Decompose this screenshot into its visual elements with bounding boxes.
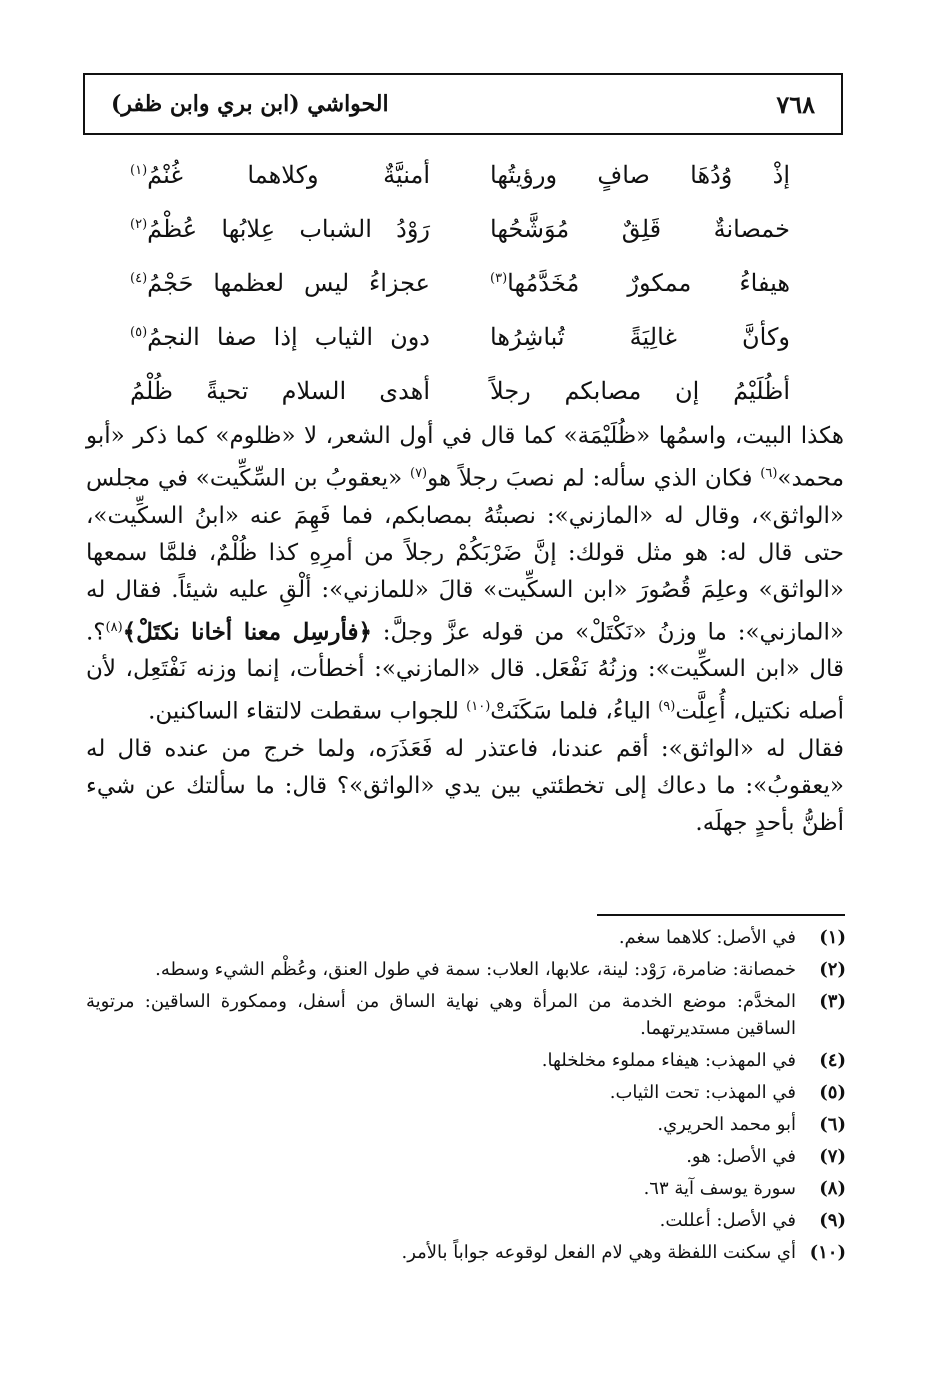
footnote-ref: (٤) — [130, 271, 148, 286]
footnote-number: (٧) — [819, 1146, 846, 1167]
running-title: الحواشي (ابن بري وابن ظفر) — [111, 91, 389, 117]
commentary-text — [86, 418, 844, 842]
footnote-number: (٩) — [819, 1210, 846, 1231]
quran-quote: ﴿فأرسِل معنا أخانا نكتَلْ﴾ — [122, 618, 372, 646]
footnote-number: (٥) — [819, 1082, 846, 1103]
footnote-text: في الأصل: أعللت. — [659, 1210, 796, 1231]
footnote-text: سورة يوسف آية ٦٣. — [643, 1178, 796, 1199]
footnote-number: (٤) — [819, 1050, 846, 1071]
footnote-number: (٣) — [819, 991, 846, 1012]
footnote-text: في الأصل: كلاهما سغم. — [618, 927, 796, 948]
poem-block — [130, 148, 790, 418]
footnote-ref: (٩) — [658, 699, 676, 715]
footnotes — [86, 924, 846, 1271]
verse-first-hemistich: أظُلَيْمُ إن مصابكم رجلاً — [490, 377, 790, 405]
poem-verse — [130, 148, 790, 202]
footnote-number: (٨) — [819, 1178, 846, 1199]
footnote-ref: (٨) — [105, 619, 123, 635]
footnote — [86, 1047, 846, 1074]
footnote — [86, 924, 846, 951]
verse-first-hemistich: وكأنَّ غالِيَةً تُباشِرُها — [490, 323, 790, 351]
footnote-ref: (٣) — [490, 271, 508, 286]
verse-second-hemistich: أمنيَّةٌ وكلاهما غُنْمُ$^{(١)}$ — [130, 161, 430, 189]
footnote-text: في المهذب: هيفاء مملوء مخلخلها. — [541, 1050, 796, 1071]
footnote-number: (٦) — [819, 1114, 846, 1135]
poem-verse — [130, 364, 790, 418]
paragraph: هكذا البيت، واسمُها «ظُلَيْمَة» كما قال في أول الشعر، لا «ظلوم» كما ذكر «أبو محمد»$^{(٦)}$ فكان الذي سأله: لم نصبَ رجلاً هو$^{(٧)}$ «يعقوبُ بن السِّكِّيت» في مجلس «الواثق»، وقال له «المازني»: نصبتُهُ بمصابكم، فما فَهِمَ عنه «ابنُ السكِّيت»، حتى قال له: هو مثل قولك: إنَّ ضَرْبَكُمْ رجلاً من أمرِهِ كذا ظُلْمٌ، فلمَّا سمعها «الواثق» وعلِمَ قُصُورَ «ابن السكِّيت» قالَ «للمازني»: ألْقِ عليه شيئاً. فقال له «المازني»: ما وزنُ «نَكْتَلْ» من قوله عزَّ وجلَّ: ﴿فأرسِل معنا أخانا نكتَلْ﴾$^{(٨)}$؟. قال «ابن السكِّيت»: وزنُهُ نَفْعَل. قال «المازني»: أخطأت، إنما وزنه نَفْتَعِل، لأن أصله نكتيل، أُعِلَّت$^{(٩)}$ الياءُ، فلما سَكَنَتْ$^{(١٠)}$ للجواب سقطت لالتقاء الساكنين. — [86, 423, 845, 725]
footnote-number: (١) — [819, 927, 846, 948]
verse-second-hemistich: عجزاءُ ليس لعظمها حَجْمُ$^{(٤)}$ — [130, 269, 430, 297]
verse-first-hemistich: خمصانةٌ قَلِقٌ مُوَشَّحُها — [490, 215, 790, 243]
footnote-ref: (١٠) — [466, 699, 491, 715]
verse-first-hemistich: هيفاءُ ممكورٌ مُخَدَّمُها$^{(٣)}$ — [490, 269, 790, 297]
footnote — [86, 1111, 846, 1138]
footnote-ref: (١) — [130, 163, 148, 178]
footnote-text: أبو محمد الحريري. — [657, 1114, 796, 1135]
footnote-text: في المهذب: تحت الثياب. — [609, 1082, 796, 1103]
footnote — [86, 988, 846, 1042]
paragraph: فقال له «الواثق»: أقم عندنا، فاعتذر له فَعَذَرَه، ولما خرج من عنده قال له «يعقوبُ»: ما دعاك إلى تخطئتي بين يدي «الواثق»؟ قال: ما سألتك عن شيء أظنُّ بأحدٍ جهلَه. — [86, 735, 844, 836]
poem-verse — [130, 256, 790, 310]
footnote — [86, 1175, 846, 1202]
footnote-divider — [597, 914, 845, 916]
poem-verse — [130, 310, 790, 364]
verse-first-hemistich: إذْ وُدُهَا صافٍ ورؤيتُها — [490, 161, 790, 189]
footnote-number: (١٠) — [809, 1242, 846, 1263]
footnote-ref: (٢) — [130, 217, 148, 232]
footnote-ref: (٧) — [409, 466, 428, 481]
footnote — [86, 1239, 846, 1266]
footnote-text: المخدَّم: موضع الخدمة من المرأة وهي نهاية الساق من أسفل، وممكورة الساقين: مرتوية الساقين مستديرتهما. — [86, 991, 796, 1039]
footnote-number: (٢) — [819, 959, 846, 980]
page-number: ٧٦٨ — [776, 89, 815, 119]
footnote — [86, 1079, 846, 1106]
verse-second-hemistich: رَوْدُ الشباب عِلابُها عُظْمُ$^{(٢)}$ — [130, 215, 430, 243]
footnote-text: خمصانة: ضامرة، رَوْد: لينة، علابها، العلاب: سمة في طول العنق، وعُظْم الشيء وسطه. — [155, 959, 796, 980]
footnote — [86, 1207, 846, 1234]
footnote — [86, 1143, 846, 1170]
footnote-ref: (٥) — [130, 325, 148, 340]
verse-second-hemistich: أهدى السلام تحيةً ظُلْمُ — [130, 377, 430, 405]
verse-second-hemistich: دون الثياب إذا صفا النجمُ$^{(٥)}$ — [130, 323, 430, 351]
footnote-text: أي سكنت اللفظة وهي لام الفعل لوقوعه جواباً بالأمر. — [401, 1242, 796, 1263]
footnote-ref: (٦) — [760, 466, 778, 481]
footnote-text: في الأصل: هو. — [686, 1146, 796, 1167]
footnote — [86, 956, 846, 983]
poem-verse — [130, 202, 790, 256]
page-header — [83, 73, 843, 135]
